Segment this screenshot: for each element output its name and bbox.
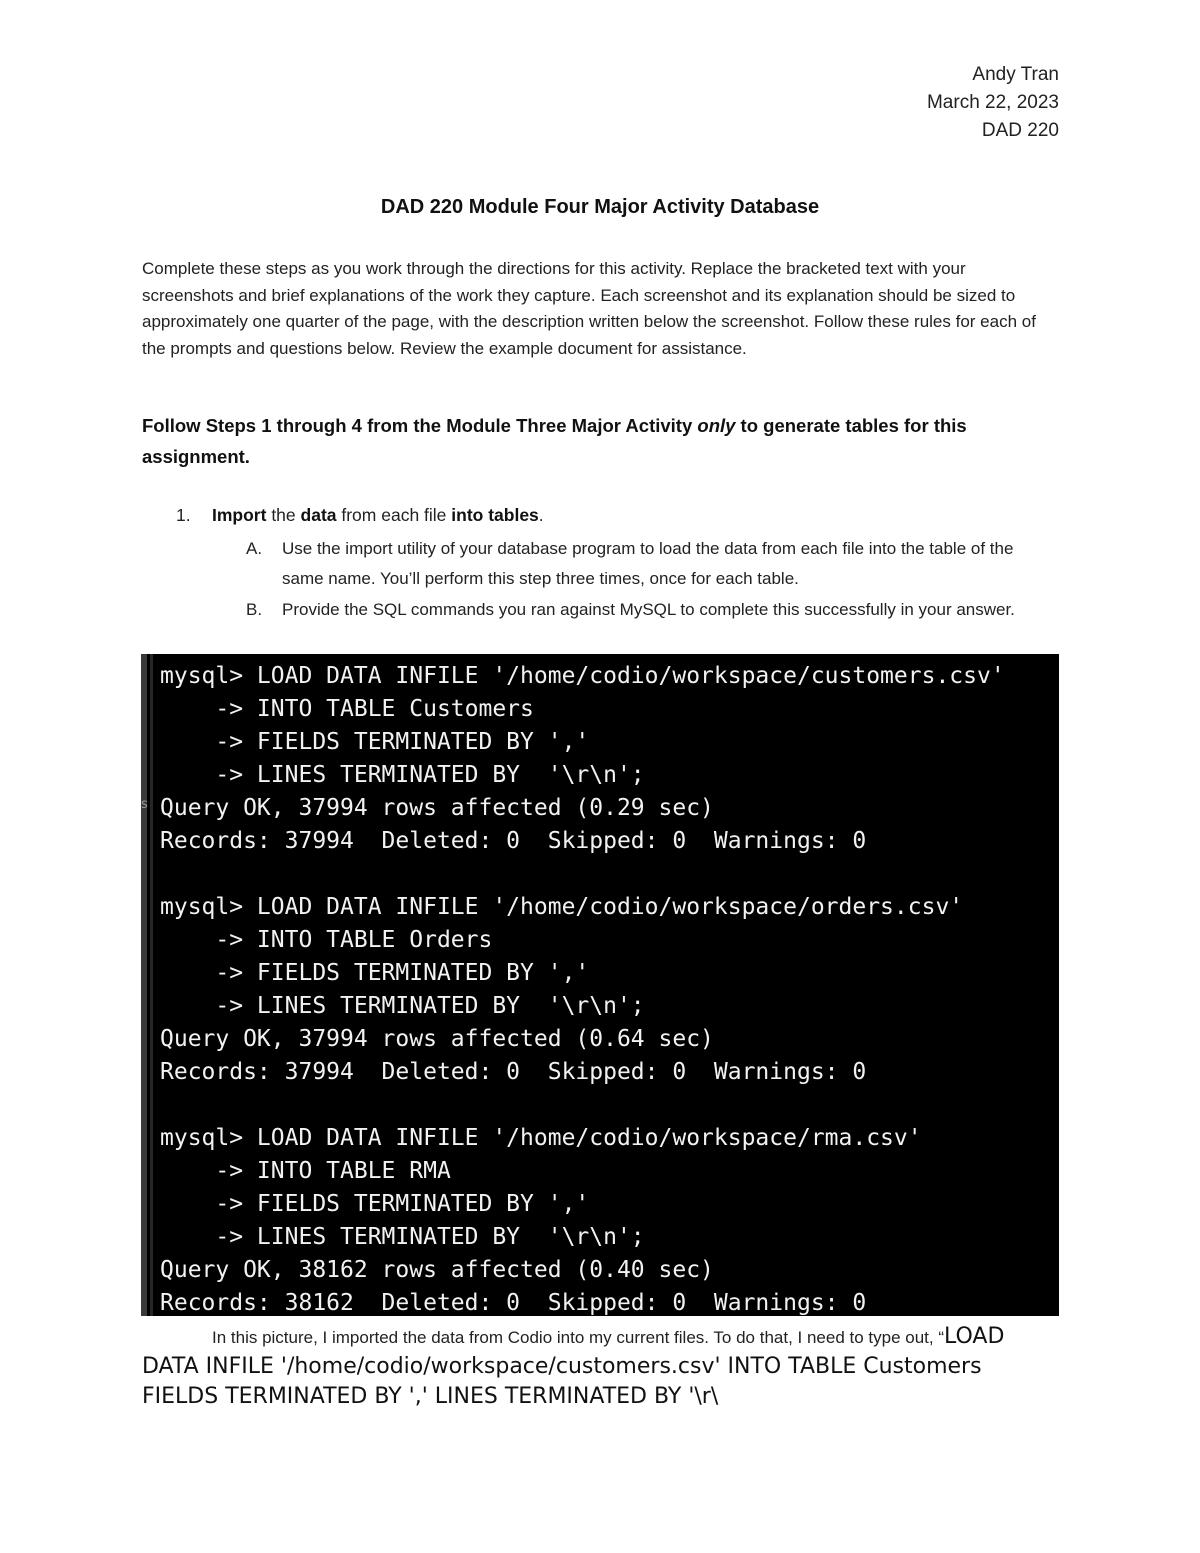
author-name: Andy Tran xyxy=(972,64,1059,85)
document-date: March 22, 2023 xyxy=(926,92,1059,113)
terminal-line: Query OK, 37994 rows affected (0.64 sec) xyxy=(160,1026,714,1052)
terminal-line: Query OK, 38162 rows affected (0.40 sec) xyxy=(160,1257,714,1283)
terminal-line: mysql> LOAD DATA INFILE '/home/codio/workspace/customers.csv' xyxy=(160,663,1005,689)
terminal-line: Query OK, 37994 rows affected (0.29 sec) xyxy=(160,795,714,821)
step-1-word-import: Import xyxy=(212,505,267,525)
step-1-sub-b xyxy=(246,595,1056,625)
follow-text-before: Follow Steps 1 through 4 from the Module Three Major Activity xyxy=(142,415,698,436)
terminal-line: -> LINES TERMINATED BY '\r\n'; xyxy=(160,993,645,1019)
terminal-line: Records: 38162 Deleted: 0 Skipped: 0 Warnings: 0 xyxy=(160,1290,867,1316)
step-1-heading xyxy=(176,505,544,526)
terminal-line: mysql> LOAD DATA INFILE '/home/codio/workspace/orders.csv' xyxy=(160,894,964,920)
terminal-line: -> LINES TERMINATED BY '\r\n'; xyxy=(160,1224,645,1250)
terminal-line: Records: 37994 Deleted: 0 Skipped: 0 Warnings: 0 xyxy=(160,828,867,854)
step-1-word-the: the xyxy=(266,505,301,525)
sub-b-text: Provide the SQL commands you ran against MySQL to complete this successfully in your answer. xyxy=(282,600,1015,619)
sub-b-letter: B. xyxy=(246,600,263,619)
step-1-number: 1. xyxy=(176,505,191,525)
step-1-word-into-tables: into tables xyxy=(451,505,539,525)
terminal-line xyxy=(160,1089,1005,1122)
step-1-sub-a xyxy=(246,534,1056,594)
terminal-scroll-edge xyxy=(150,654,153,1316)
terminal-line: -> FIELDS TERMINATED BY ',' xyxy=(160,1191,590,1217)
terminal-line: Records: 37994 Deleted: 0 Skipped: 0 Warnings: 0 xyxy=(160,1059,867,1085)
step-1-period: . xyxy=(538,505,544,525)
course-code: DAD 220 xyxy=(981,120,1059,141)
caption-command: LOAD DATA INFILE '/home/codio/workspace/customers.csv' INTO TABLE Customers FIELDS TERMINATED BY ',' LINES TERMINATED BY '\r\ xyxy=(142,1324,1005,1409)
caption-text: In this picture, I imported the data from Codio into my current files. To do that, I need to type out, “ xyxy=(212,1328,945,1347)
document-title: DAD 220 Module Four Major Activity Database xyxy=(380,196,820,218)
terminal-left-border xyxy=(141,654,147,1316)
sub-a-letter: A. xyxy=(246,539,263,558)
step-1-word-data: data xyxy=(300,505,337,525)
terminal-line: -> INTO TABLE RMA xyxy=(160,1158,451,1184)
step-1-word-from: from each file xyxy=(336,505,452,525)
terminal-screenshot xyxy=(141,654,1059,1316)
terminal-line xyxy=(160,858,1005,891)
terminal-output xyxy=(160,660,1005,1316)
follow-emphasis: only xyxy=(697,415,736,436)
terminal-line: -> FIELDS TERMINATED BY ',' xyxy=(160,960,590,986)
terminal-line: -> INTO TABLE Customers xyxy=(160,696,534,722)
follow-instruction xyxy=(142,410,1042,472)
terminal-line: -> LINES TERMINATED BY '\r\n'; xyxy=(160,762,645,788)
terminal-side-char: s xyxy=(141,797,148,812)
sub-a-text: Use the import utility of your database program to load the data from each file into the table of the same name. You’ll perform this step three times, once for each table. xyxy=(282,539,1014,588)
screenshot-caption xyxy=(142,1322,1062,1412)
intro-paragraph: Complete these steps as you work through the directions for this activity. Replace the bracketed text with your screenshots and brief explanations of the work they capture. Each screenshot and its explanation should be sized to approximately one quarter of the page, with the description written below the screenshot. Follow these rules for each of the prompts and questions below. Review the example document for assistance. xyxy=(142,259,1036,358)
header-block xyxy=(927,61,1059,145)
terminal-line: -> FIELDS TERMINATED BY ',' xyxy=(160,729,590,755)
follow-text-after: to generate tables for this assignment. xyxy=(142,415,967,467)
terminal-line: mysql> LOAD DATA INFILE '/home/codio/workspace/rma.csv' xyxy=(160,1125,922,1151)
terminal-line: -> INTO TABLE Orders xyxy=(160,927,493,953)
